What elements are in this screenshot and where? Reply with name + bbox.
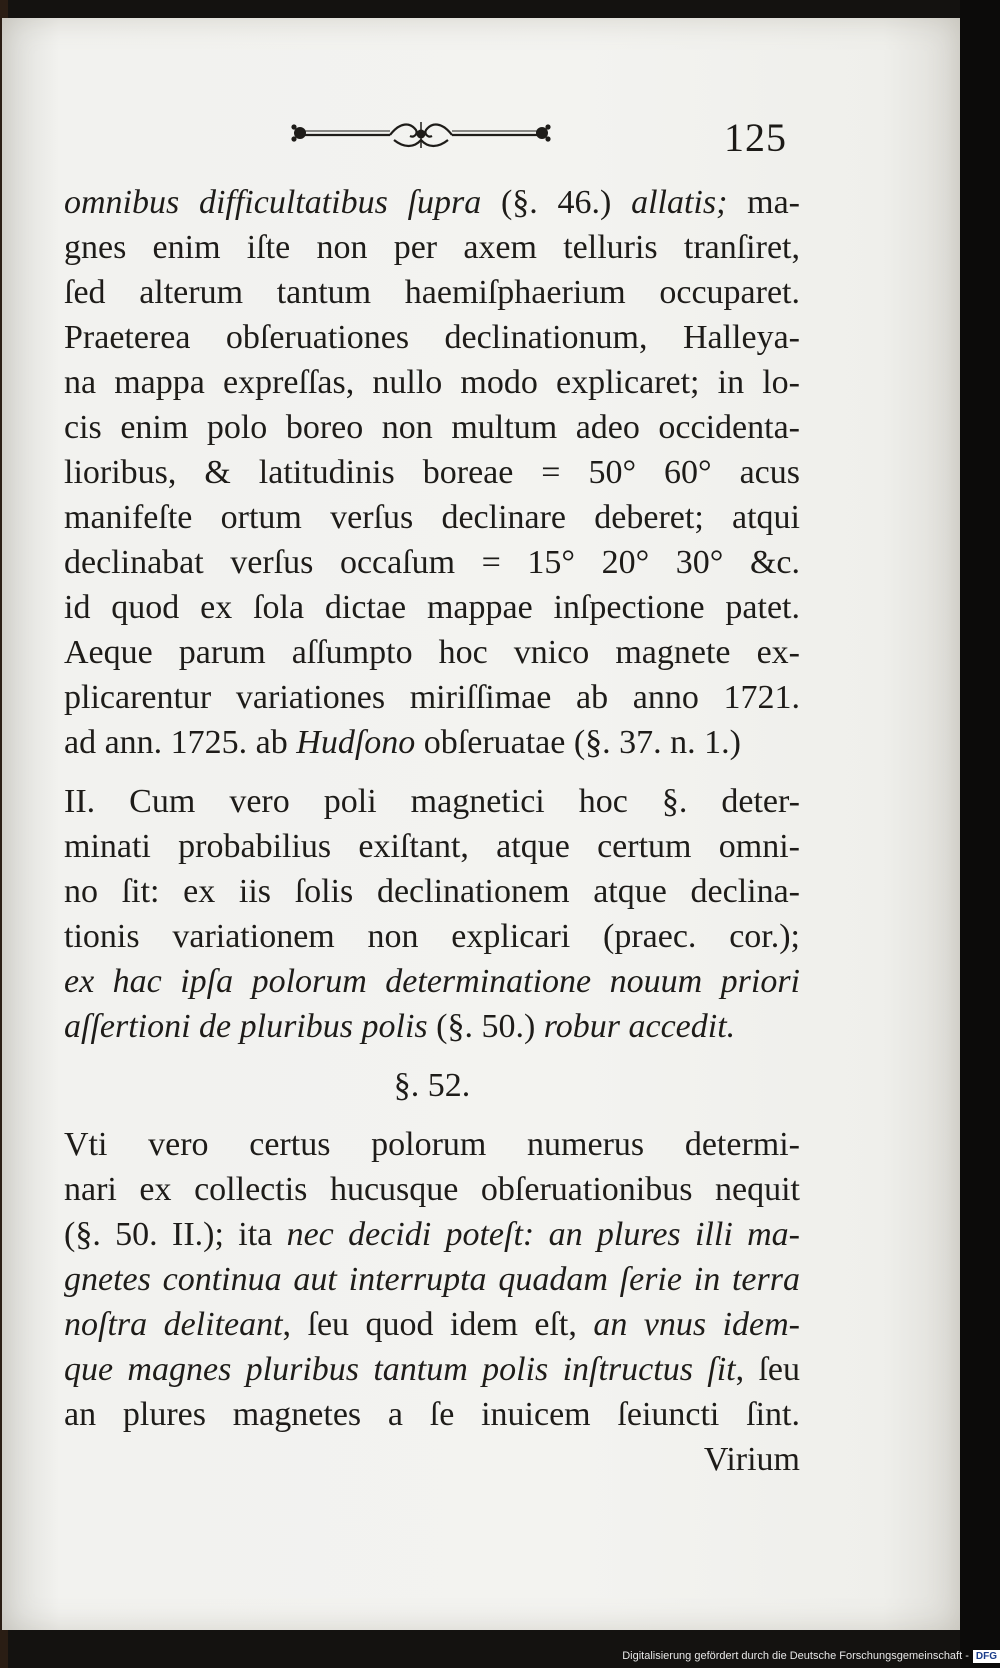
text-run: cis enim polo boreo non multum adeo occidenta- bbox=[64, 409, 800, 446]
text-run: , ſeu quod idem eſt, bbox=[282, 1306, 594, 1343]
text-run: (§. 46.) bbox=[481, 184, 632, 221]
text-line bbox=[64, 225, 800, 270]
header-ornament-icon bbox=[290, 118, 552, 152]
page-number: 125 bbox=[724, 115, 787, 160]
italic-text: noſtra deliteant bbox=[64, 1306, 283, 1343]
text-line bbox=[64, 495, 800, 540]
text-run: Vti vero certus polorum numerus determi- bbox=[64, 1126, 800, 1163]
text-line bbox=[64, 1004, 800, 1049]
text-line bbox=[64, 914, 800, 959]
text-run: an plures magnetes a ſe inuicem ſeiuncti ſint. bbox=[64, 1396, 800, 1433]
text-line bbox=[64, 585, 800, 630]
text-line bbox=[64, 1347, 800, 1392]
paragraph-gap bbox=[64, 1049, 800, 1063]
italic-text: ex hac ipſa polorum determinatione nouum priori bbox=[64, 963, 800, 1000]
text-line bbox=[64, 1212, 800, 1257]
italic-text: Hudſono bbox=[296, 724, 416, 761]
text-run: obſeruatae (§. 37. n. 1.) bbox=[415, 724, 742, 761]
text-run: tionis variationem non explicari (praec. cor.); bbox=[64, 918, 800, 955]
text-run: gnes enim iſte non per axem telluris tranſiret, bbox=[64, 229, 800, 266]
scan-background bbox=[960, 0, 1000, 1668]
italic-text: omnibus difficultatibus ſupra bbox=[64, 184, 482, 221]
footer-credit bbox=[560, 1650, 1000, 1668]
text-run: na mappa expreſſas, nullo modo explicaret; in lo- bbox=[64, 364, 800, 401]
text-run: (§. 50. II.); ita bbox=[64, 1216, 287, 1253]
text-line bbox=[64, 1122, 800, 1167]
italic-text: nec decidi poteſt: an plures illi ma- bbox=[286, 1216, 800, 1253]
text-run: plicarentur variationes miriſſimae ab anno 1721. bbox=[64, 679, 800, 716]
text-line bbox=[64, 959, 800, 1004]
text-run: nari ex collectis hucusque obſeruationibus nequit bbox=[64, 1171, 800, 1208]
paragraph-gap bbox=[64, 1108, 800, 1122]
text-run: Aeque parum aſſumpto hoc vnico magnete ex- bbox=[64, 634, 800, 671]
dfg-logo: DFG bbox=[973, 1650, 1000, 1663]
text-line bbox=[64, 405, 800, 450]
footer-text: Digitalisierung gefördert durch die Deutsche Forschungsgemeinschaft - bbox=[622, 1650, 969, 1662]
text-line bbox=[64, 630, 800, 675]
text-run: ad ann. 1725. ab bbox=[64, 724, 297, 761]
text-line bbox=[64, 1302, 800, 1347]
text-run: manifeſte ortum verſus declinare deberet; atqui bbox=[64, 499, 800, 536]
text-run: , ſeu bbox=[735, 1351, 800, 1388]
text-run: (§. 50.) bbox=[427, 1008, 544, 1045]
text-run: id quod ex ſola dictae mappae inſpectione patet. bbox=[64, 589, 800, 626]
text-run: Virium bbox=[703, 1441, 800, 1478]
text-run: minati probabilius exiſtant, atque certum omni- bbox=[64, 828, 800, 865]
italic-text: gnetes continua aut interrupta quadam ſerie in terra bbox=[64, 1261, 800, 1298]
text-line bbox=[64, 675, 800, 720]
italic-text: aſſertioni de pluribus polis bbox=[64, 1008, 428, 1045]
book-page bbox=[2, 18, 960, 1630]
text-run: no ſit: ex iis ſolis declinationem atque declina- bbox=[64, 873, 800, 910]
text-line bbox=[64, 869, 800, 914]
text-line bbox=[64, 315, 800, 360]
text-line bbox=[64, 1392, 800, 1437]
text-line bbox=[64, 779, 800, 824]
italic-text: que magnes pluribus tantum polis inſtructus ſit bbox=[64, 1351, 736, 1388]
text-line bbox=[64, 824, 800, 869]
text-run: §. 52. bbox=[393, 1067, 471, 1104]
paragraph-gap bbox=[64, 765, 800, 779]
catchword bbox=[64, 1437, 800, 1482]
text-run: ſed alterum tantum haemiſphaerium occuparet. bbox=[64, 274, 800, 311]
text-run: lioribus, & latitudinis boreae = 50° 60° acus bbox=[64, 454, 800, 491]
text-line bbox=[64, 270, 800, 315]
text-line bbox=[64, 720, 800, 765]
text-run: declinabat verſus occaſum = 15° 20° 30° &c. bbox=[64, 544, 800, 581]
text-run: ma- bbox=[727, 184, 800, 221]
italic-text: allatis; bbox=[631, 184, 728, 221]
text-line bbox=[64, 1257, 800, 1302]
italic-text: an vnus idem- bbox=[593, 1306, 800, 1343]
text-line bbox=[64, 180, 800, 225]
text-run: II. Cum vero poli magnetici hoc §. deter- bbox=[64, 783, 800, 820]
text-run: Praeterea obſeruationes declinationum, Halleya- bbox=[64, 319, 800, 356]
section-heading bbox=[64, 1063, 800, 1108]
text-line bbox=[64, 450, 800, 495]
text-line bbox=[64, 540, 800, 585]
text-line bbox=[64, 360, 800, 405]
italic-text: robur accedit. bbox=[543, 1008, 736, 1045]
text-line bbox=[64, 1167, 800, 1212]
body-text bbox=[64, 180, 800, 1482]
